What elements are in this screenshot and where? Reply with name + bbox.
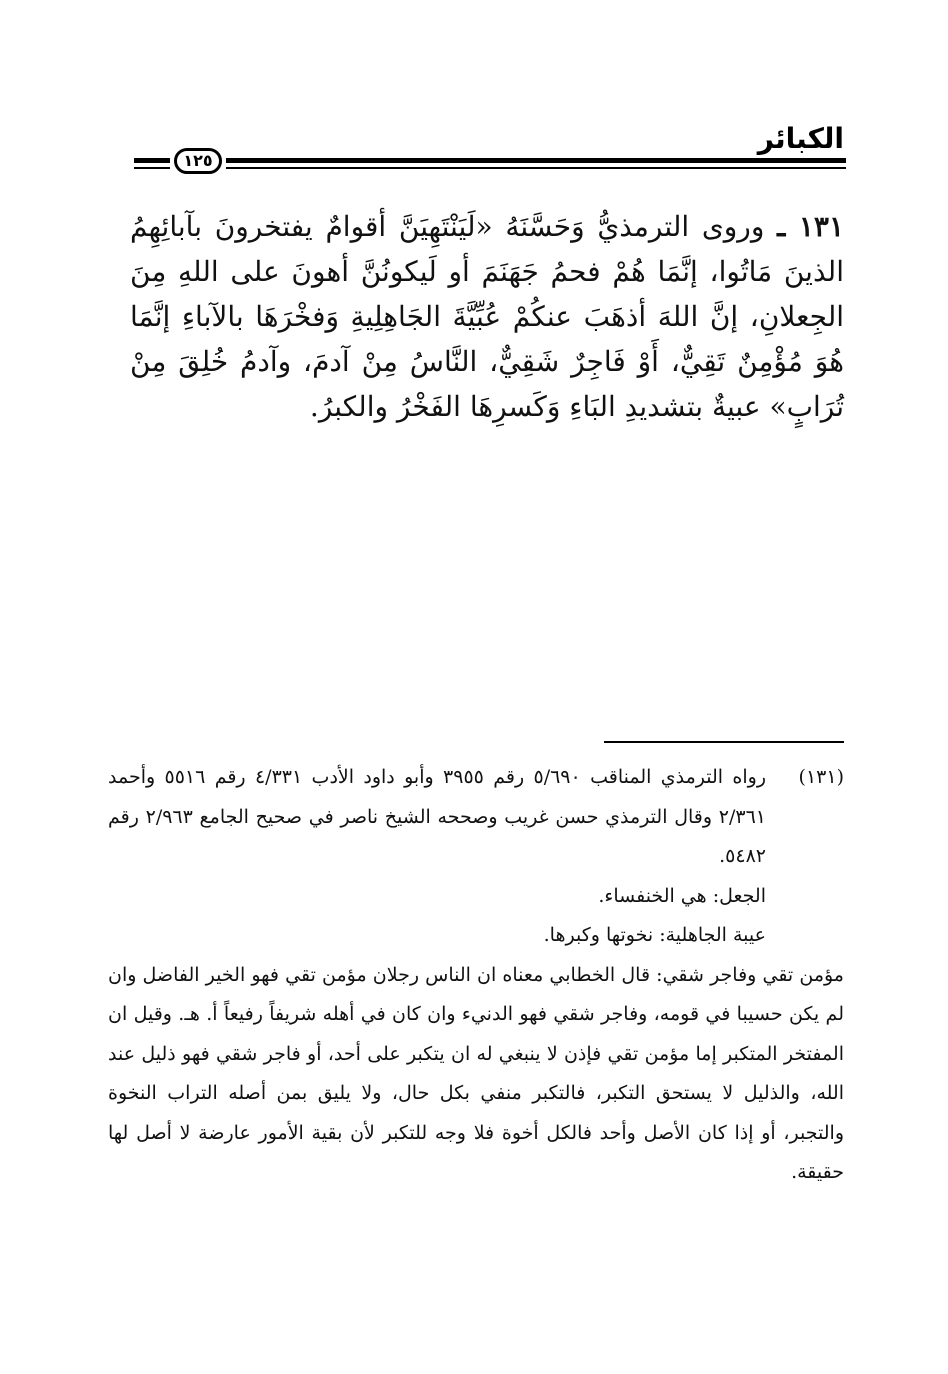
footnote-gloss-ubbiya: عيبة الجاهلية: نخوتها وكبرها. (543, 924, 766, 946)
hadith-number: ١٣١ ـ (777, 210, 844, 243)
main-text-block (130, 204, 844, 429)
header-rule-right-thin (226, 167, 846, 169)
footnote-citation: رواه الترمذي المناقب ٥/٦٩٠ رقم ٣٩٥٥ وأبو داود الأدب ٤/٣٣١ رقم ٥٥١٦ وأحمد ٢/٣٦١ وقال الترمذي حسن غريب وصححه الشيخ ناصر في صحيح الجامع ٢/٩٦٣ رقم ٥٤٨٢. (108, 766, 766, 867)
footnote-separator (604, 741, 844, 743)
footnotes-block (108, 758, 844, 1193)
running-head-title: الكبائر (757, 122, 844, 155)
header-rule-left-thin (134, 167, 170, 169)
footnote-gloss-jual: الجعل: هي الخنفساء. (598, 884, 766, 907)
page-number-badge: ١٢٥ (174, 148, 222, 174)
footnote-explanation: مؤمن تقي وفاجر شقي: قال الخطابي معناه ان الناس رجلان مؤمن تقي فهو الخير الفاضل وان لم يكن حسيبا في قومه، وفاجر شقي فهو الدنيء وان كان في أهله شريفاً رفيعاً أ. هـ. وقيل ان المفتخر المتكبر إما مؤمن تقي فإذن لا ينبغي له ان يتكبر على أحد، أو فاجر شقي فهو ذليل عند الله، والذليل لا يستحق التكبر، فالتكبر منفي بكل حال، ولا يليق بمن أصله التراب النخوة والتجبر، أو إذا كان الأصل وأحد فالكل أخوة فلا وجه للتكبر لأن بقية الأمور عارضة لا أصل لها حقيقة. (108, 963, 844, 1183)
footnote-entry (108, 758, 844, 877)
header-rule-left-thick (134, 158, 170, 163)
footnote-number: (١٣١) (798, 766, 844, 788)
header-rule (134, 148, 846, 178)
header-rule-right-thick (226, 158, 846, 163)
hadith-text: وروى الترمذيُّ وَحَسَّنَهُ «لَيَنْتَهِيَنَّ أقوامٌ يفتخرونَ بآبائِهِمُ الذينَ مَاتُوا، إنَّمَا هُمْ فحمُ جَهَنَمَ أو لَيكونُنَّ أهونَ على اللهِ مِنَ الجِعلانِ، إنَّ اللهَ أذهَبَ عنكُمْ عُبِّيَّةَ الجَاهِلِيةِ وَفخْرَهَا بالآباءِ إنَّمَا هُوَ مُؤْمِنٌ تَقِيٌّ، أَوْ فَاجِرٌ شَقِيٌّ، النَّاسُ مِنْ آدمَ، وآدمُ خُلِقَ مِنْ تُرَابٍ» عبيةٌ بتشديدِ البَاءِ وَكَسرِهَا الفَخْرُ والكبرُ. (130, 210, 844, 423)
